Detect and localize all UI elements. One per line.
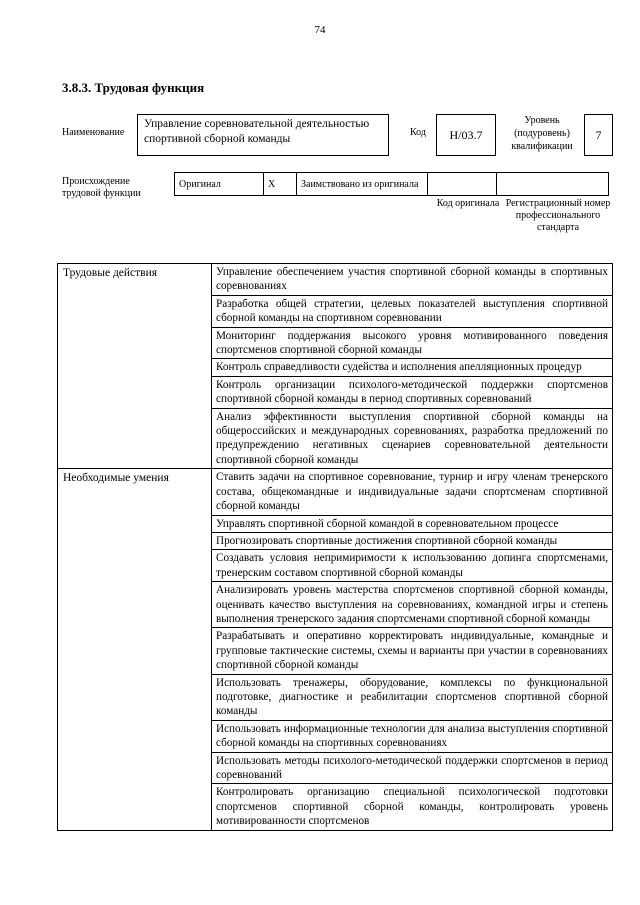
function-code-field: Н/03.7 <box>436 114 496 156</box>
reg-number-label: Регистрационный номер профессионального стандарта <box>505 198 611 233</box>
category-cell: Трудовые действия <box>58 264 212 469</box>
section-title: 3.8.3. Трудовая функция <box>62 80 205 95</box>
item-cell: Прогнозировать спортивные достижения спортивной сборной команды <box>212 532 613 549</box>
origin-table <box>174 172 609 196</box>
level-label: Уровень (подуровень) квалификации <box>511 115 573 152</box>
function-name-field: Управление соревновательной деятельностью спортивной сборной команды <box>137 114 389 156</box>
code-label: Код <box>410 127 426 138</box>
item-cell: Мониторинг поддержания высокого уровня мотивированного поведения спортсменов спортивной сборной команды <box>212 327 613 359</box>
code-original-cell <box>428 173 497 196</box>
table-row <box>58 469 613 515</box>
qualification-level-field: 7 <box>584 114 613 156</box>
item-cell: Контроль организации психолого-методической поддержки спортсменов спортивной сборной команды в период спортивных соревнований <box>212 376 613 408</box>
name-label: Наименование <box>62 127 125 138</box>
item-cell: Использовать тренажеры, оборудование, комплексы по функциональной подготовке, диагностике и реабилитации спортсменов спортивной сборной команды <box>212 674 613 720</box>
borrowed-label: Заимствовано из оригинала <box>297 173 428 196</box>
page-number: 74 <box>314 24 326 36</box>
original-mark: X <box>264 173 297 196</box>
item-cell: Использовать информационные технологии для анализа выступления спортивной сборной команды на спортивных соревнованиях <box>212 720 613 752</box>
item-cell: Разрабатывать и оперативно корректировать индивидуальные, командные и групповые тактические системы, схемы и варианты при участии в соревнованиях спортивной сборной команды <box>212 628 613 674</box>
function-details-table <box>57 263 613 831</box>
item-cell: Создавать условия непримиримости к использованию допинга спортсменами, тренерским составом спортивной сборной команды <box>212 550 613 582</box>
origin-label: Происхождение трудовой функции <box>62 176 141 199</box>
reg-number-cell <box>497 173 609 196</box>
item-cell: Использовать методы психолого-методической поддержки спортсменов в период соревнований <box>212 752 613 784</box>
code-original-label: Код оригинала <box>436 198 500 209</box>
item-cell: Анализировать уровень мастерства спортсменов спортивной сборной команды, оценивать качество выступления на соревнованиях, командной игры и степень выполнения тренерского задания спортсменами спортивной сборной команды <box>212 582 613 628</box>
table-row <box>58 264 613 296</box>
item-cell: Контроль справедливости судейства и исполнения апелляционных процедур <box>212 359 613 376</box>
item-cell: Ставить задачи на спортивное соревнование, турнир и игру членам тренерского состава, общекомандные и индивидуальные задачи спортсменам спортивной сборной команды <box>212 469 613 515</box>
item-cell: Контролировать организацию специальной психологической подготовки спортсменов спортивной сборной команды, контролировать уровень мотивированности спортсменов <box>212 784 613 830</box>
item-cell: Управление обеспечением участия спортивной сборной команды в спортивных соревнованиях <box>212 264 613 296</box>
original-label: Оригинал <box>175 173 264 196</box>
item-cell: Разработка общей стратегии, целевых показателей выступления спортивной сборной команды на спортивном соревновании <box>212 295 613 327</box>
item-cell: Анализ эффективности выступления спортивной сборной команды на общероссийских и международных соревнованиях, разработка предложений по предупреждению негативных сценариев соревновательной деятельности спортивной сборной команды <box>212 408 613 469</box>
item-cell: Управлять спортивной сборной командой в соревновательном процессе <box>212 515 613 532</box>
category-cell: Необходимые умения <box>58 469 212 830</box>
